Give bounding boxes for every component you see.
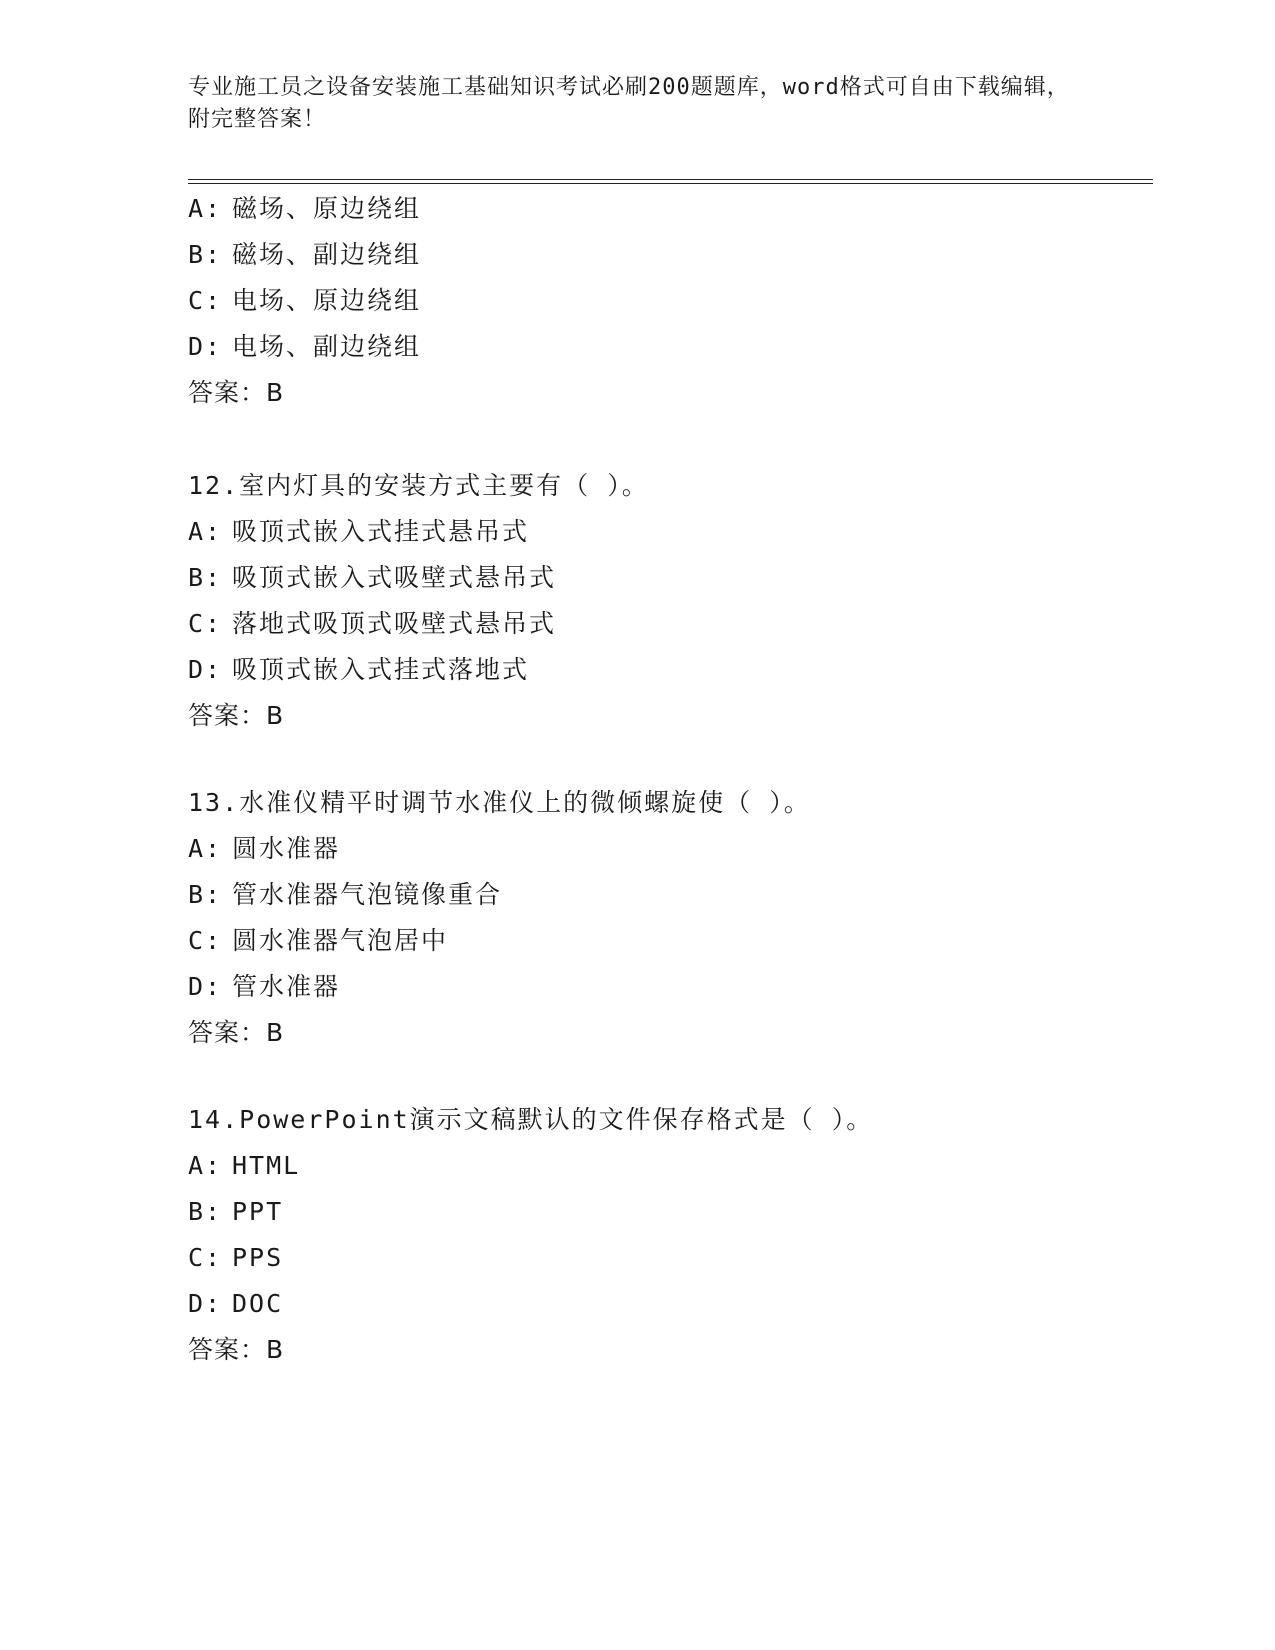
option-text: 圆水准器 (232, 834, 341, 863)
option-c (188, 601, 1153, 647)
option-letter: A: (188, 834, 223, 863)
question-13 (188, 780, 1153, 1056)
option-letter: C: (188, 286, 223, 315)
option-d (188, 964, 1153, 1010)
option-text: 吸顶式嵌入式挂式落地式 (232, 655, 530, 684)
option-letter: D: (188, 655, 223, 684)
option-letter: A: (188, 1151, 223, 1180)
option-c (188, 278, 1153, 324)
option-letter: C: (188, 1243, 223, 1272)
option-c (188, 918, 1153, 964)
option-letter: B: (188, 880, 223, 909)
answer: 答案：B (188, 378, 285, 407)
option-a (188, 509, 1153, 555)
option-letter: D: (188, 332, 223, 361)
question-text: 13.水准仪精平时调节水准仪上的微倾螺旋使（ ）。 (188, 788, 811, 817)
question-14 (188, 1097, 1153, 1373)
document-header: 专业施工员之设备安装施工基础知识考试必刷200题题库，word格式可自由下载编辑，附完整答案！ (188, 75, 1070, 132)
option-b (188, 555, 1153, 601)
option-letter: A: (188, 517, 223, 546)
option-text: 吸顶式嵌入式吸壁式悬吊式 (232, 563, 557, 592)
answer: 答案：B (188, 1018, 285, 1047)
option-letter: B: (188, 563, 223, 592)
option-text: 落地式吸顶式吸壁式悬吊式 (232, 609, 557, 638)
question-text: 14.PowerPoint演示文稿默认的文件保存格式是（ ）。 (188, 1105, 874, 1134)
header-rule-top (188, 179, 1153, 180)
header-rule-bottom (188, 183, 1153, 184)
option-d (188, 647, 1153, 693)
answer: 答案：B (188, 701, 285, 730)
option-letter: D: (188, 1289, 223, 1318)
option-text: 吸顶式嵌入式挂式悬吊式 (232, 517, 530, 546)
option-text: 电场、原边绕组 (232, 286, 422, 315)
option-letter: C: (188, 926, 223, 955)
question-11 (188, 186, 1153, 416)
option-letter: C: (188, 609, 223, 638)
question-text: 12.室内灯具的安装方式主要有（ ）。 (188, 471, 649, 500)
option-text: PPT (232, 1197, 284, 1226)
answer: 答案：B (188, 1335, 285, 1364)
option-d (188, 324, 1153, 370)
option-text: DOC (232, 1289, 284, 1318)
option-text: 圆水准器气泡居中 (232, 926, 449, 955)
question-12 (188, 463, 1153, 739)
option-b (188, 1189, 1153, 1235)
option-letter: A: (188, 194, 223, 223)
option-text: 管水准器气泡镜像重合 (232, 880, 503, 909)
option-text: HTML (232, 1151, 301, 1180)
option-d (188, 1281, 1153, 1327)
option-letter: D: (188, 972, 223, 1001)
option-text: 管水准器 (232, 972, 341, 1001)
option-b (188, 232, 1153, 278)
option-letter: B: (188, 1197, 223, 1226)
option-text: 磁场、副边绕组 (232, 240, 422, 269)
option-letter: B: (188, 240, 223, 269)
option-a (188, 826, 1153, 872)
option-a (188, 186, 1153, 232)
option-text: PPS (232, 1243, 284, 1272)
option-a (188, 1143, 1153, 1189)
option-text: 电场、副边绕组 (232, 332, 422, 361)
option-b (188, 872, 1153, 918)
option-c (188, 1235, 1153, 1281)
option-text: 磁场、原边绕组 (232, 194, 422, 223)
